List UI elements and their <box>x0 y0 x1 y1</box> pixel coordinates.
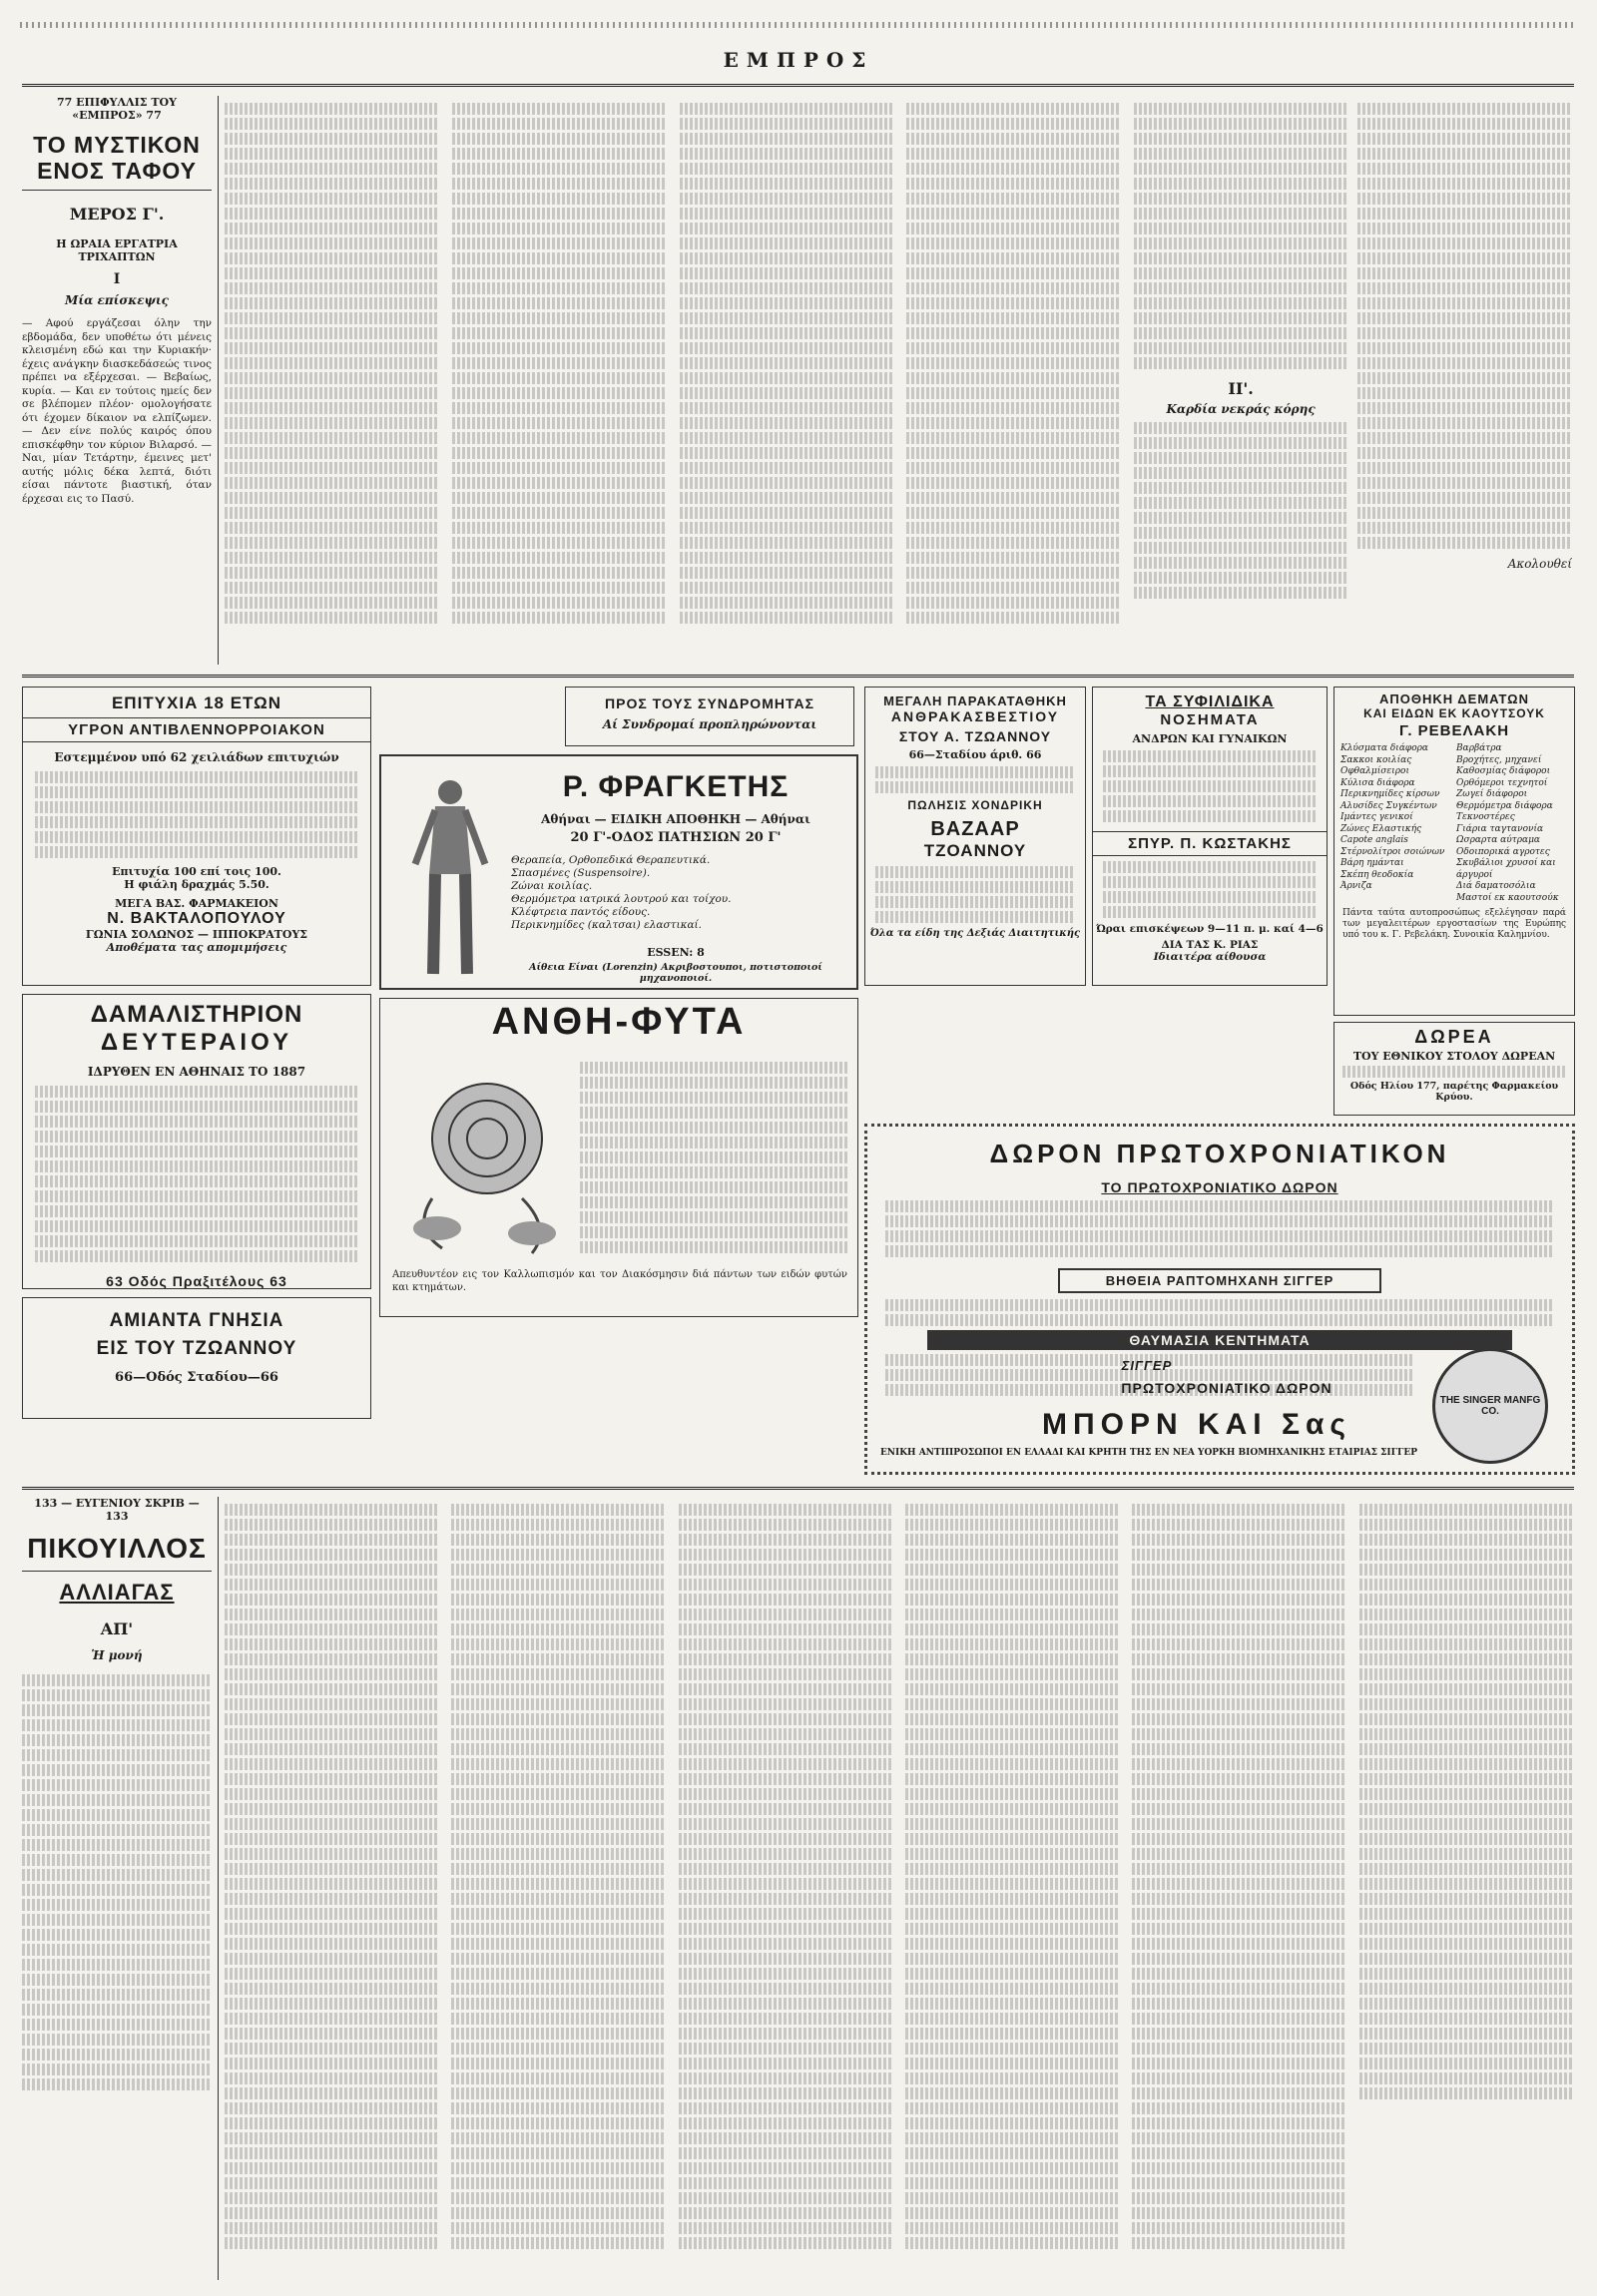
ad-item: Ορθόμεροι τεχνητοί <box>1456 777 1548 788</box>
ad-items <box>511 854 840 932</box>
ad-address: 63 Οδός Πραξιτέλους 63 <box>106 1273 287 1289</box>
ad-title: Ρ. ΦΡΑΓΚΕΤΗΣ <box>562 770 790 803</box>
ad-subtitle: ΔΕΥΤΕΡΑΙΟΥ <box>100 1029 293 1056</box>
ad-subtitle: Αί Συνδρομαί προπληρώνονται <box>602 717 817 731</box>
ad-singer-label: ΣΙΓΓΕΡ <box>1121 1358 1173 1373</box>
ad-item-list <box>1456 743 1568 904</box>
serial-label: 133 — ΕΥΓΕΝΙΟΥ ΣΚΡΙΒ — 133 <box>34 1497 200 1523</box>
ad-footer-2: Αίθεια Είναι (Lorenzin) Ακριβοστουποι, ποτιστοποιοί μηχανοποιοί. <box>529 962 822 984</box>
ad-title: ΑΜΙΑΝΤΑ ΓΝΗΣΙΑ <box>109 1310 284 1331</box>
ad-address: 66—Σταδίου άριθ. 66 <box>908 748 1042 761</box>
ad-item: Κύλισα διάφορα <box>1340 777 1415 788</box>
serial-part: ΑΠ' <box>100 1619 134 1638</box>
ad-note: Όλα τα είδη της Δεξιάς Διαιτητικής <box>869 928 1081 939</box>
text-column <box>452 100 666 664</box>
ad-item: Ωσραρτα αύτραμα <box>1456 835 1541 845</box>
serial-body-columns <box>225 1501 1572 2284</box>
ad-item: Σκυβάλιοι χρυσοί και άργυροί <box>1456 858 1556 880</box>
ad-subtitle: ΤΟΥ ΕΘΝΙΚΟΥ ΣΤΟΛΟΥ ΔΩΡΕΑΝ <box>1352 1050 1556 1063</box>
section-rule <box>22 1487 1574 1490</box>
ad-gift: ΠΡΩΤΟΧΡΟΝΙΑΤΙΚΟ ΔΩΡΟΝ <box>1121 1380 1332 1396</box>
ad-damalistirion <box>22 994 371 1289</box>
feuilleton-body-columns <box>225 100 1347 664</box>
feuilleton-series-label: 77 ΕΠΙΦΥΛΛΙΣ ΤΟΥ «ΕΜΠΡΟΣ» 77 <box>57 96 177 122</box>
ad-tagline: Αποθέματα τας απομιμήσεις <box>106 941 287 954</box>
text-column <box>225 1501 437 2284</box>
ad-anthrakasvestiou <box>864 687 1086 986</box>
ad-footer: Πάντα ταύτα αυτοπροσώπως εξελέγησαν παρά των μεγαλειτέρων εργοστασίων της Ευρώπης υπό του κ. Γ. Ρεβελάκη. Συνοικία Καλημνίου. <box>1342 908 1566 940</box>
ad-body <box>867 1299 1572 1326</box>
top-border <box>20 22 1577 28</box>
serial-column-1 <box>22 1497 212 2285</box>
ad-owner-2: ΤΖΟΑΝΝΟΥ <box>923 841 1027 860</box>
ad-item: Οφθαλμίσειροι <box>1340 766 1409 776</box>
ad-price-2: Η φιάλη δραχμάς 5.50. <box>124 878 269 891</box>
ad-dorea <box>1333 1022 1575 1116</box>
feuilleton-last-column <box>1357 100 1572 664</box>
ad-title: ΕΠΙΤΥΧΙΑ 18 ΕΤΩΝ <box>111 693 282 712</box>
singer-logo-seal: THE SINGER MANFG CO. <box>1432 1348 1548 1464</box>
ad-title: ΑΝΘΗ-ΦΥΤΑ <box>491 1001 747 1043</box>
text-column <box>1359 1501 1572 2284</box>
ad-owner: Γ. ΡΕΒΕΛΑΚΗ <box>1398 722 1510 739</box>
ad-item: Άρνιζα <box>1340 881 1372 891</box>
ad-item: Κλέφτρεια παντός είδους. <box>511 906 651 918</box>
text-column <box>1132 1501 1344 2284</box>
ad-item: Βροχήτες, μηχανεί <box>1456 754 1542 765</box>
ad-body <box>865 761 1085 798</box>
ad-singer <box>864 1124 1575 1475</box>
ad-item: Σακκοι κοιλίας <box>1340 754 1412 765</box>
ad-title: ΜΕΓΑΛΗ ΠΑΡΑΚΑΤΑΘΗΚΗ <box>883 693 1067 708</box>
text-column <box>22 1674 212 2090</box>
text-column <box>1134 100 1347 664</box>
ad-item: Αλυσίδες Συγκέντων <box>1340 800 1437 811</box>
feuilleton-chapter-title: Μία επίσκεψις <box>65 293 169 307</box>
ad-wonder: ΘΑΥΜΑΣΙΑ ΚΕΝΤΗΜΑΤΑ <box>927 1330 1512 1350</box>
text-column <box>451 1501 664 2284</box>
ad-item: Κλύσματα διάφορα <box>1340 743 1429 753</box>
ad-item: Capote anglais <box>1340 835 1408 845</box>
ad-item: Διά δαματοσόλια <box>1456 881 1536 891</box>
ad-body <box>23 764 370 865</box>
ad-body <box>23 1079 370 1269</box>
feuilleton-column-1 <box>22 96 212 669</box>
ad-owner: Ν. ΒΑΚΤΑΛΟΠΟΥΛΟΥ <box>107 910 286 927</box>
ad-item: Τεκνοστέρες <box>1456 812 1515 822</box>
text-column <box>906 100 1120 664</box>
ad-fragketis <box>379 754 858 990</box>
masthead-rule <box>22 84 1574 87</box>
ad-item: Περικνημίδες (καλτσαι) ελαστικαί. <box>511 919 703 931</box>
ad-address: ΔΙΑ ΤΑΣ Κ. ΡΙΑΣ <box>1161 939 1259 951</box>
ad-body <box>867 1195 1572 1262</box>
ad-hours: Ώραι επισκέψεων 9—11 π. μ. καί 4—6 <box>1096 923 1324 935</box>
ad-syfilidika <box>1092 687 1328 986</box>
ad-items <box>1334 739 1574 908</box>
ad-item: Στέρνολίτροι σοιώνων <box>1340 846 1445 857</box>
ad-shop: ΜΕΓΑ ΒΑΣ. ΦΑΡΜΑΚΕΙΟΝ <box>115 897 278 910</box>
serial-chapter: Ἡ μονή <box>91 1648 143 1662</box>
serial-subtitle: ΑΛΛΙΑΓΑΣ <box>59 1580 175 1605</box>
ad-title: ΔΩΡΟΝ ΠΡΩΤΟΧΡΟΝΙΑΤΙΚΟΝ <box>989 1139 1450 1168</box>
feuilleton-subtitle: Η ΩΡΑΙΑ ΕΡΓΑΤΡΙΑ ΤΡΙΧΑΠΤΩΝ <box>56 237 178 263</box>
ad-subscribers <box>565 687 854 746</box>
ad-title: ΔΩΡΕΑ <box>1414 1027 1494 1047</box>
ad-line: 20 Γ'-ΟΔΟΣ ΠΑΤΗΣΙΩΝ 20 Γ' <box>570 830 782 845</box>
ad-item: Ζώναι κοιλίας. <box>511 880 593 892</box>
ad-title: ΑΠΟΘΗΚΗ ΔΕΜΑΤΩΝ <box>1379 691 1529 706</box>
ad-body <box>865 861 1085 928</box>
ad-item: Θερμόμετρα ιατρικά λουτρού και τοίχου. <box>511 893 732 905</box>
feuilleton-chapter: Ι <box>113 271 121 287</box>
ad-item: Γιάρια ταγτανονία <box>1456 823 1544 834</box>
ad-amianta <box>22 1297 371 1419</box>
text-column <box>679 1501 891 2284</box>
ad-note: Ιδιαιτέρα αίθουσα <box>1153 951 1267 963</box>
rose-illustration <box>392 1059 572 1258</box>
ad-subtitle: ΑΝΘΡΑΚΑΣΒΕΣΤΙΟΥ <box>890 708 1060 724</box>
ad-address: Οδός Ηλίου 177, παρέτης Φαρμακείου Κρύου. <box>1349 1081 1559 1103</box>
ad-address: 66—Οδός Σταδίου—66 <box>115 1370 278 1385</box>
ad-caption: Απευθυντέον εις τον Καλλωπισμόν και τον Διακόσμησιν διά πάντων των ειδών φυτών και κτημάτων. <box>392 1269 847 1293</box>
ad-item: Σπασμένες (Suspensoire). <box>511 867 651 879</box>
ad-title: ΤΑ ΣΥΦΙΛΙΔΙΚΑ <box>1145 693 1275 710</box>
ad-item: Ζωγεί διάφοροι <box>1456 789 1528 799</box>
ad-headline: ΤΟ ΠΡΩΤΟΧΡΟΝΙΑΤΙΚΟ ΔΩΡΟΝ <box>1101 1179 1338 1195</box>
ad-doctor: ΣΠΥΡ. Π. ΚΩΣΤΑΚΗΣ <box>1093 831 1327 856</box>
ad-footer: ESSEN: 8 <box>647 946 705 959</box>
ad-item: Θεραπεία, Ορθοπεδικά Θεραπευτικά. <box>511 854 711 866</box>
ad-owner: ΣΤΟΥ Α. ΤΖΩΑΝΝΟΥ <box>898 728 1052 744</box>
ad-revelakis <box>1333 687 1575 1016</box>
ad-item: Οδοιπορικά αγροτες <box>1456 846 1550 857</box>
ad-item: Βαρβάτρα <box>1456 743 1502 753</box>
ad-antiblenno <box>22 687 371 986</box>
ad-address: ΓΩΝΙΑ ΣΟΛΩΝΟΣ — ΙΠΠΟΚΡΑΤΟΥΣ <box>85 928 308 941</box>
ad-subtitle: ΥΓΡΟΝ ΑΝΤΙΒΛΕΝΝΟΡΡΟΙΑΚΟΝ <box>23 717 370 742</box>
ad-body <box>1093 745 1327 827</box>
ad-bazaar: ΒΑΖΑΑΡ <box>930 818 1020 840</box>
ad-body <box>580 1059 847 1256</box>
page-title: ΕΜΠΡΟΣ <box>723 48 874 72</box>
feuilleton-part: ΜΕΡΟΣ Γ'. <box>69 205 165 224</box>
ad-subtitle: ΚΑΙ ΕΙΔΩΝ ΕΚ ΚΑΟΥΤΣΟΥΚ <box>1363 706 1545 720</box>
ad-item: Σκέπη θεοδοκία <box>1340 869 1414 880</box>
ad-anthi-fyta <box>379 998 858 1317</box>
ad-item: Καθοσμίας διάφοροι <box>1456 766 1551 776</box>
ad-line: Εστεμμένον υπό 62 χειλιάδων επιτυχιών <box>54 750 339 764</box>
ad-item: Ζώνες Ελαστικής <box>1340 823 1422 834</box>
section-rule <box>22 675 1574 678</box>
ad-title: ΔΑΜΑΛΙΣΤΗΡΙΟΝ <box>90 1001 303 1028</box>
ad-subtitle: ΝΟΣΗΜΑΤΑ <box>1160 711 1260 728</box>
ad-line: Αθήναι — ΕΙΔΙΚΗ ΑΠΟΘΗΚΗ — Αθήναι <box>541 812 810 826</box>
ad-city: ΠΩΛΗΣΙΣ ΧΟΝΔΡΙΚΗ <box>907 798 1043 812</box>
text-column <box>905 1501 1118 2284</box>
ad-subtitle: ΕΙΣ ΤΟΥ ΤΖΩΑΝΝΟΥ <box>96 1338 297 1359</box>
ad-body <box>1093 856 1327 923</box>
ad-item: Περικνημίδες κίρσων <box>1340 789 1440 799</box>
ad-item: Βάρη ημάνται <box>1340 858 1404 868</box>
text-column <box>680 100 893 664</box>
statue-illustration <box>405 774 495 979</box>
ad-title: ΠΡΟΣ ΤΟΥΣ ΣΥΝΔΡΟΜΗΤΑΣ <box>605 695 814 711</box>
feuilleton-text: — Αφού εργάζεσαι όλην την εβδομάδα, δεν υποθέτω ότι μένεις κλεισμένη εδώ και την Κυριακήν· έχεις ανάγκην διασκεδάσεώς τινος πρέπει να εξέρχεσαι. — Βεβαίως, κυρία. — Και εν τούτοις ημείς δεν σε βλέπομεν πλέον· ομολογήσατε ότι έχομεν δίκαιον να ελπίζωμεν. — Δεν είνε πολύς καιρός όπου επισκέφθην τον κύριον Βιλαρσό. — Ναι, μίαν Τετάρτην, έμεινες μετ' αυτής μόλις δέκα λεπτά, διότι είσαι πάντοτε βιαστική, όταν έρχεσαι εις το Πασύ. <box>22 317 212 505</box>
feuilleton-chapter-2-title: Καρδία νεκράς κόρης <box>1166 402 1316 416</box>
ad-price: Επιτυχία 100 επί τοις 100. <box>112 865 281 878</box>
column-rule <box>218 96 219 665</box>
ad-founded: ΙΔΡΥΘΕΝ ΕΝ ΑΘΗΝΑΙΣ ΤΟ 1887 <box>87 1065 306 1079</box>
ad-brand: ΜΠΟΡΝ ΚΑΙ Σας <box>1041 1408 1352 1441</box>
serial-title: ΠΙΚΟΥΙΛΛΟΣ <box>22 1533 212 1572</box>
ad-item: Θερμόμετρα διάφορα <box>1456 800 1553 811</box>
ad-machine: ΒΗΘΕΙΑ ΡΑΠΤΟΜΗΧΑΝΗ ΣΙΓΓΕΡ <box>1058 1268 1381 1293</box>
ad-line: ΑΝΔΡΩΝ ΚΑΙ ΓΥΝΑΙΚΩΝ <box>1132 732 1288 745</box>
text-column <box>225 100 438 664</box>
ad-item: Μαστοί εκ καουτσούκ <box>1456 892 1559 903</box>
feuilleton-title: ΤΟ ΜΥΣΤΙΚΟΝ ΕΝΟΣ ΤΑΦΟΥ <box>22 132 212 191</box>
feuilleton-chapter-2: ΙΙ'. <box>1228 379 1254 398</box>
ad-body <box>1334 1066 1574 1078</box>
feuilleton-closing: Ακολουθεί <box>1507 557 1572 571</box>
column-rule <box>218 1497 219 2280</box>
ad-item-list <box>1340 743 1452 904</box>
ad-item: Ιμάντες γενικοί <box>1340 812 1413 822</box>
ad-company: ΕΝΙΚΗ ΑΝΤΙΠΡΟΣΩΠΟΙ ΕΝ ΕΛΛΑΔΙ ΚΑΙ ΚΡΗΤΗ ΤΗΣ ΕΝ ΝΕΑ ΥΟΡΚΗ ΒΙΟΜΗΧΑΝΙΚΗΣ ΕΤΑΙΡΙΑΣ ΣΙΓΓΕΡ <box>879 1448 1418 1458</box>
